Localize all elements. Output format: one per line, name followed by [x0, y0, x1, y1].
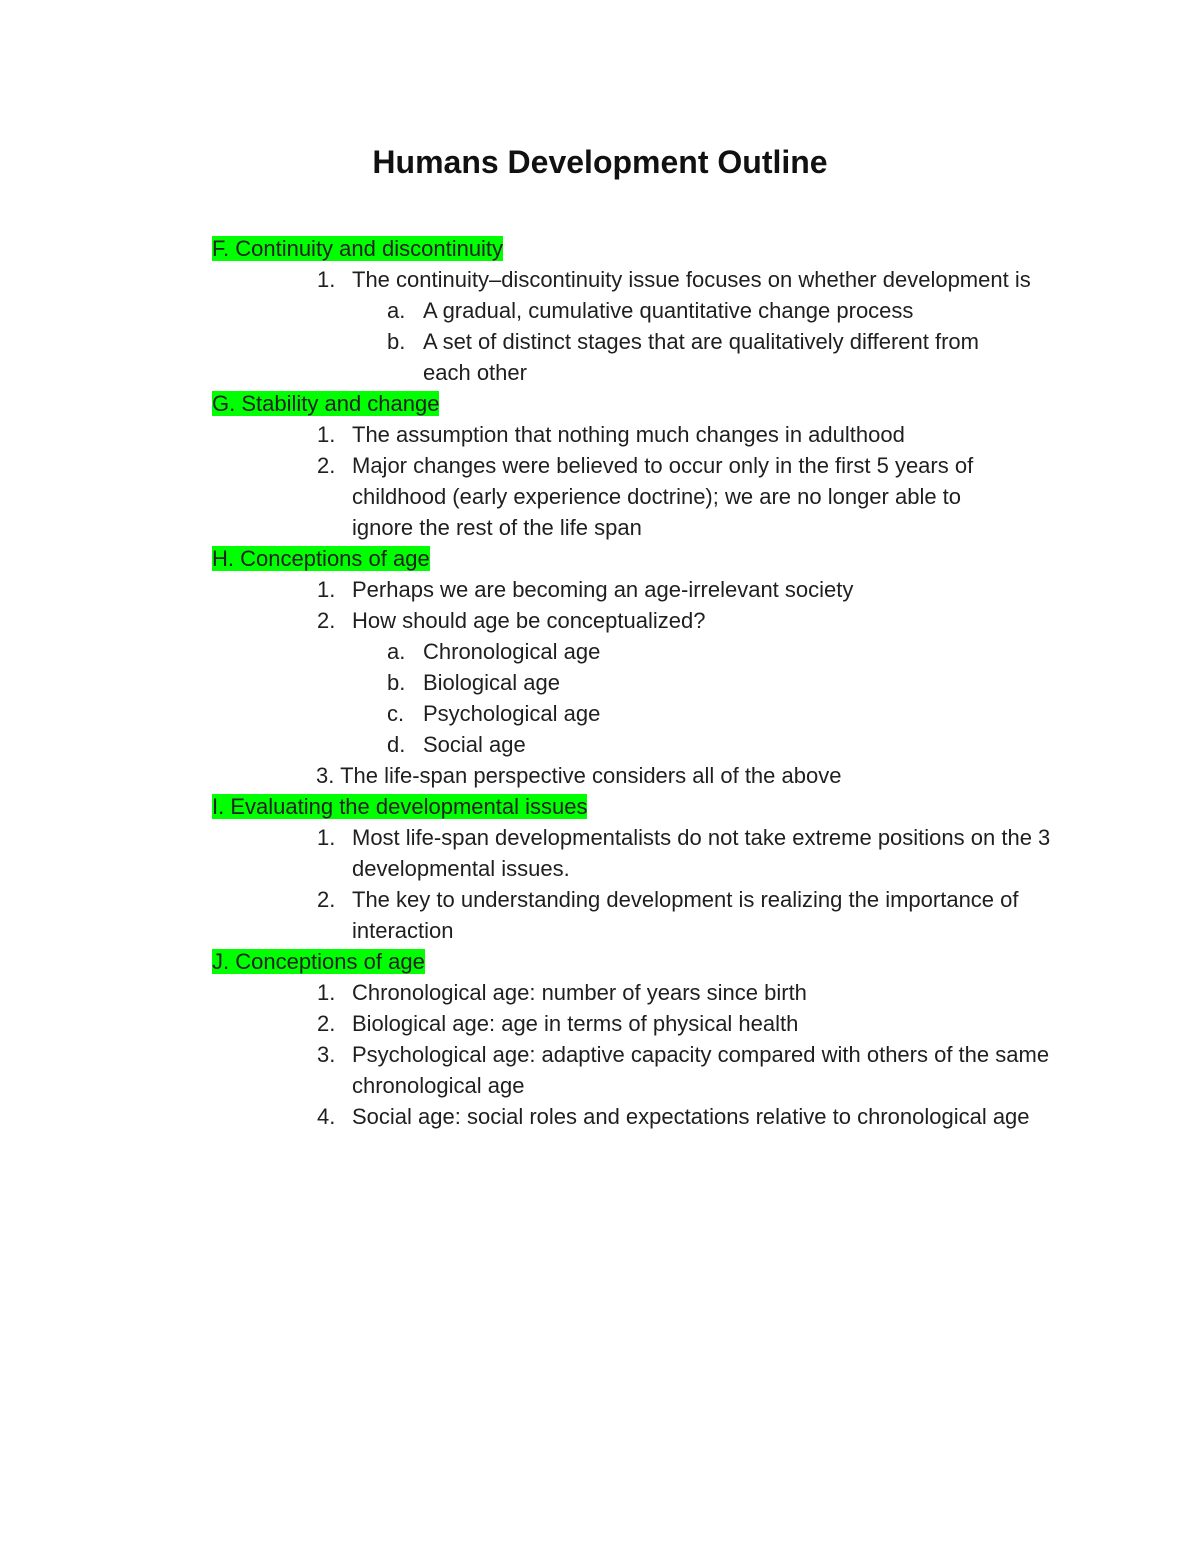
section-heading: G. Stability and change: [212, 391, 440, 416]
sub-item-letter: c.: [387, 701, 405, 726]
section-j: [212, 946, 1072, 1132]
list-item: [212, 1101, 1072, 1132]
sub-item-letter: a.: [387, 639, 406, 664]
item-number: 1.: [317, 980, 336, 1005]
list-item: [212, 605, 1072, 636]
sub-item-text: A set of distinct stages that are qualitatively different from each other: [423, 329, 979, 385]
sub-item: [212, 667, 1072, 698]
sub-item-text: Psychological age: [423, 701, 601, 726]
item-text: Biological age: age in terms of physical health: [352, 1011, 799, 1036]
item-text: Psychological age: adaptive capacity compared with others of the same chronological age: [352, 1042, 1050, 1098]
sub-item-letter: b.: [387, 670, 406, 695]
list-item: [212, 884, 1072, 946]
sub-item-letter: a.: [387, 298, 406, 323]
item-text: Perhaps we are becoming an age-irrelevant society: [352, 577, 854, 602]
list-item: [212, 419, 1072, 450]
section-heading: J. Conceptions of age: [212, 949, 425, 974]
outline: [212, 233, 1072, 1132]
item-number: 1.: [317, 577, 336, 602]
section-f: [212, 233, 1072, 388]
sub-item-letter: d.: [387, 732, 406, 757]
sub-item: [212, 698, 1072, 729]
list-item: [212, 264, 1072, 295]
sub-item: [212, 295, 1072, 326]
list-item: [212, 450, 1072, 543]
list-item: [212, 1008, 1072, 1039]
item-number: 1.: [317, 825, 336, 850]
item-text: Major changes were believed to occur only in the first 5 years of childhood (early experience doctrine); we are no longer able to ignore the rest of the life span: [352, 453, 974, 540]
item-number: 2.: [317, 453, 336, 478]
sub-item: [212, 729, 1072, 760]
item-text: How should age be conceptualized?: [352, 608, 706, 633]
sub-item-text: Social age: [423, 732, 526, 757]
section-heading: F. Continuity and discontinuity: [212, 236, 504, 261]
item-text: Most life-span developmentalists do not take extreme positions on the 3 developmental issues.: [352, 825, 1051, 881]
item-text: The key to understanding development is realizing the importance of interaction: [352, 887, 1019, 943]
item-number: 3.: [317, 1042, 336, 1067]
section-heading: H. Conceptions of age: [212, 546, 430, 571]
page-title: Humans Development Outline: [372, 144, 828, 180]
list-item: [212, 1039, 1072, 1101]
section-h: [212, 543, 1072, 791]
sub-item: [212, 326, 1072, 388]
item-text: The assumption that nothing much changes in adulthood: [352, 422, 905, 447]
item-number: 2.: [317, 1011, 336, 1036]
section-g: [212, 388, 1072, 543]
list-item: [212, 977, 1072, 1008]
item-text: The continuity–discontinuity issue focuses on whether development is: [352, 267, 1031, 292]
item-number: 1.: [317, 422, 336, 447]
section-i: [212, 791, 1072, 946]
sub-item-letter: b.: [387, 329, 406, 354]
item-number: 2.: [317, 887, 336, 912]
trailing-text: 3. The life-span perspective considers all of the above: [316, 763, 842, 788]
list-item: [212, 574, 1072, 605]
list-item: [212, 822, 1072, 884]
item-text: Chronological age: number of years since birth: [352, 980, 807, 1005]
item-number: 1.: [317, 267, 336, 292]
sub-item-text: Chronological age: [423, 639, 601, 664]
item-text: Social age: social roles and expectations relative to chronological age: [352, 1104, 1030, 1129]
sub-item-text: Biological age: [423, 670, 560, 695]
sub-item-text: A gradual, cumulative quantitative change process: [423, 298, 914, 323]
section-heading: I. Evaluating the developmental issues: [212, 794, 588, 819]
item-number: 2.: [317, 608, 336, 633]
item-number: 4.: [317, 1104, 336, 1129]
sub-item: [212, 636, 1072, 667]
